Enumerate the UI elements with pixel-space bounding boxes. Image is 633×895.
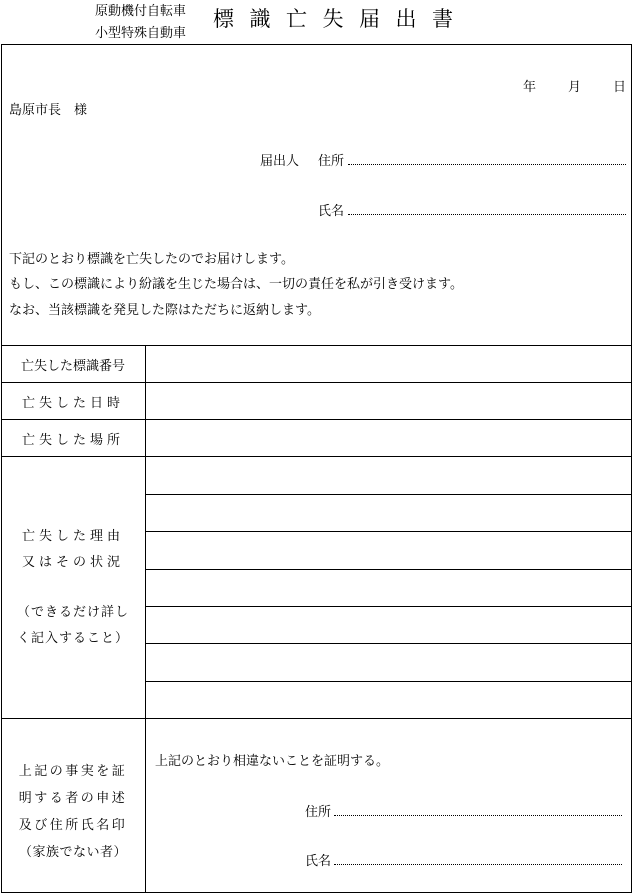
certifier-name-label: 氏名 — [305, 854, 332, 869]
date-time-field[interactable] — [146, 383, 631, 419]
notifier-address-field[interactable] — [348, 164, 626, 165]
notifier-label: 届出人 — [260, 154, 300, 169]
place-label: 亡失した場所 — [21, 433, 124, 448]
vehicle-type-moped: 原動機付自転車 — [95, 4, 187, 19]
date-field[interactable] — [520, 76, 628, 95]
certifier-address-field[interactable] — [334, 815, 622, 816]
certifier-address-label: 住所 — [305, 805, 332, 820]
certifier-label: 上記の事実を証 明する者の申述 及び住所氏名印 （家族でない者） — [18, 764, 128, 860]
addressee: 島原市長 様 — [9, 103, 88, 118]
certifier-name-field[interactable] — [334, 864, 622, 865]
plate-number-field[interactable] — [146, 346, 631, 382]
reason-label: 亡失した理由 又はその状況 — [21, 529, 124, 570]
vehicle-type-small-special: 小型特殊自動車 — [95, 26, 187, 41]
notifier-name-label: 氏名 — [318, 204, 345, 219]
certification-text: 上記のとおり相違ないことを証明する。 — [155, 754, 390, 769]
month-label: 月 — [568, 80, 582, 95]
notifier-address-label: 住所 — [318, 154, 345, 169]
place-field[interactable] — [146, 420, 631, 456]
plate-number-label: 亡失した標識番号 — [20, 359, 125, 374]
form-title: 標識亡失届出書 — [213, 7, 469, 31]
statement-line: もし、この標識により紛議を生じた場合は、一切の責任を私が引き受けます。 — [9, 277, 463, 292]
statement-line: なお、当該標識を発見した際はただちに返納します。 — [9, 303, 320, 318]
day-label: 日 — [613, 80, 627, 95]
date-time-label: 亡失した日時 — [21, 396, 124, 411]
notifier-name-field[interactable] — [348, 214, 626, 215]
statement-line: 下記のとおり標識を亡失したのでお届けします。 — [9, 252, 294, 267]
year-label: 年 — [523, 80, 537, 95]
reason-note: （できるだけ詳し く記入すること） — [16, 605, 129, 646]
row-divider — [1, 718, 632, 719]
reason-field[interactable] — [146, 457, 631, 718]
